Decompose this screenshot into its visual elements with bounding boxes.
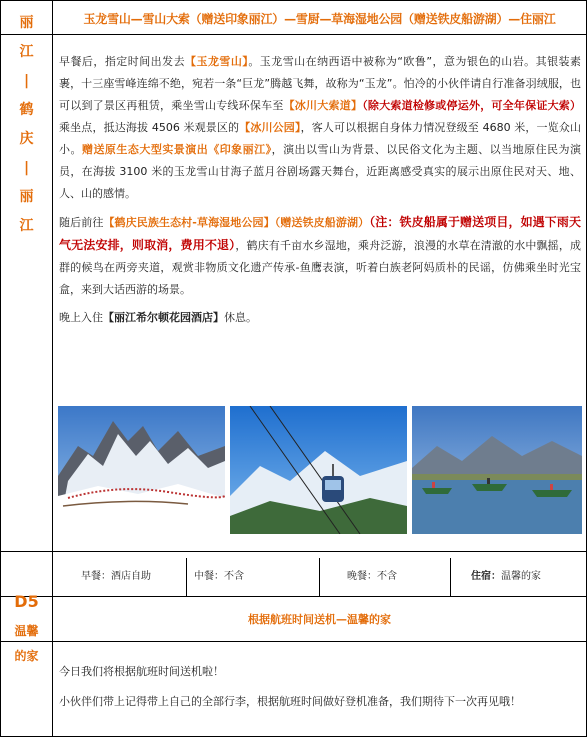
stay-info bbox=[471, 558, 541, 596]
text-segment: ，演出以雪山为背景、以民俗文化为主题、以当地原住民为演员，在海拔 3100 米的玉龙雪山甘海子蓝月谷剧场露天舞台，近距离感受真实的展示出原住民对天、地、人、山的感情。 bbox=[59, 143, 582, 200]
wetland-boats-photo bbox=[412, 406, 582, 534]
day5-route-title: 根据航班时间送机—温馨的家 bbox=[248, 613, 391, 626]
day5-description bbox=[59, 657, 579, 717]
dinner-info: 晚餐：不含 bbox=[347, 571, 397, 582]
hotel-name: 【丽江希尔顿花园酒店】 bbox=[103, 311, 224, 324]
cable-car-photo bbox=[230, 406, 407, 534]
day5-line-2: 小伙伴们带上记得带上自己的全部行李，根据航班时间做好登机准备，我们期待下一次再见哦！ bbox=[59, 695, 521, 708]
cableway-notice: （除大索道检修或停运外，可全年保证大索） bbox=[362, 99, 582, 112]
day4-side-char: | bbox=[23, 73, 30, 89]
day5-meal-divider bbox=[1, 596, 586, 597]
day4-side-char: 庆 bbox=[19, 131, 34, 147]
impression-lijiang-show: 赠送原生态大型实景演出《印象丽江》 bbox=[81, 143, 272, 156]
meal-divider bbox=[186, 558, 187, 596]
text-segment: 早餐后，指定时间出发去 bbox=[59, 55, 186, 68]
day5-number: D5 bbox=[14, 592, 39, 611]
meal-divider bbox=[450, 558, 451, 596]
day4-route-title: 玉龙雪山—雪山大索（赠送印象丽江）—雪厨—草海湿地公园（赠送铁皮船游湖）—住丽江 bbox=[83, 12, 556, 26]
day4-side-char: 江 bbox=[19, 44, 34, 60]
text-segment: ，鹤庆有千亩水乡湿地，乘舟泛游，浪漫的水草在清澈的水中飘摇，成群的候鸟在两旁夹道，观赏非物质文化遗产传承-鱼鹰表演，听着白族老阿妈质朴的民谣，仿佛乘坐时光宝盒，来到大话西游的场景。 bbox=[59, 239, 581, 296]
text-segment: 随后前往 bbox=[59, 216, 104, 229]
attraction-glacier-cableway: 【冰川大索道】 bbox=[283, 99, 363, 112]
attraction-caohai-wetland: 【鹤庆民族生态村-草海湿地公园】 bbox=[103, 216, 275, 229]
attraction-jade-dragon-snow-mountain: 【玉龙雪山】 bbox=[185, 55, 249, 68]
day5-meals-row bbox=[53, 558, 586, 596]
day4-paragraph-3 bbox=[59, 307, 581, 329]
boat-tour-gift: （赠送铁皮船游湖） bbox=[274, 216, 370, 229]
stay-value: 温馨的家 bbox=[501, 571, 541, 582]
lunch-info: 中餐：不含 bbox=[194, 571, 244, 582]
day5-title-divider bbox=[1, 641, 586, 642]
day4-paragraph-2 bbox=[59, 211, 581, 301]
day5-line-1: 今日我们将根据航班时间送机啦！ bbox=[59, 665, 224, 678]
text-segment: 乘坐点，抵达海拔 4506 米观景区的 bbox=[59, 121, 240, 134]
text-segment: 休息。 bbox=[224, 311, 257, 324]
breakfast-info: 早餐：酒店自助 bbox=[81, 571, 151, 582]
day4-side-char: 江 bbox=[19, 218, 34, 234]
day4-title-divider bbox=[1, 34, 586, 35]
day4-side-char: 鹤 bbox=[19, 102, 34, 118]
boat-tour-notice: （注：铁皮船属于赠送项目，如遇下雨天气无法安排，则取消，费用不退） bbox=[59, 215, 582, 252]
day4-paragraph-1 bbox=[59, 51, 581, 205]
day4-description bbox=[59, 51, 581, 329]
meal-divider bbox=[319, 558, 320, 596]
snow-mountain-photo bbox=[58, 406, 225, 534]
day5-name-line1: 温馨 bbox=[14, 624, 39, 638]
day-divider bbox=[1, 551, 586, 552]
day5-name-line2: 的家 bbox=[14, 649, 39, 663]
text-segment: 。玉龙雪山在纳西语中被称为“欧鲁”，意为银色的山岩。其银装素裹，十三座雪峰连绵不绝，宛若一条“巨龙”腾越飞舞，故称为“玉龙”。怕冷的小伙伴请自行准备羽绒服，也可以到了景区再租赁，乘坐雪山专线环保车至 bbox=[59, 55, 582, 112]
attraction-glacier-park: 【冰川公园】 bbox=[239, 121, 301, 134]
day4-side-char: 丽 bbox=[19, 15, 34, 31]
day4-side-char: 丽 bbox=[19, 189, 34, 205]
text-segment: 晚上入住 bbox=[59, 311, 103, 324]
text-segment: ，客人可以根据自身体力情况登级至 4680 米，一览众山小。 bbox=[59, 121, 581, 156]
day4-side-label bbox=[1, 9, 52, 241]
day5-side-label bbox=[1, 591, 52, 669]
stay-label: 住宿： bbox=[471, 571, 501, 582]
day4-side-char: | bbox=[23, 160, 30, 176]
